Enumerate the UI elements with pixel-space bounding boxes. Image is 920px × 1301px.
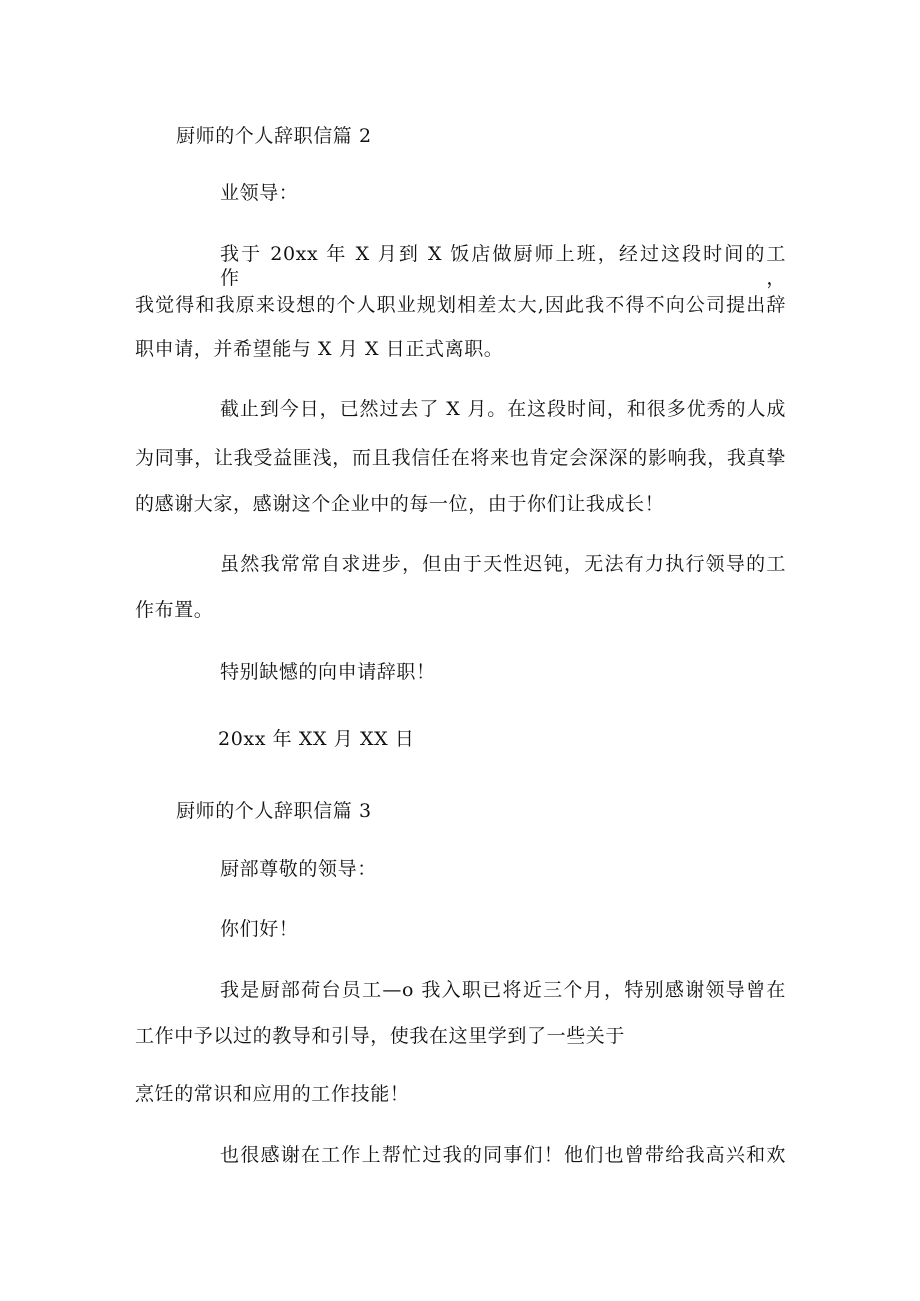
paragraph-line: 我是厨部荷台员工—o 我入职已将近三个月，特别感谢领导曾在: [220, 979, 786, 1001]
paragraph-line: 特别缺憾的向申请辞职！: [220, 661, 436, 683]
salutation: 业领导：: [220, 182, 299, 204]
paragraph-line: 截止到今日，已然过去了 X 月。在这段时间，和很多优秀的人成: [220, 398, 786, 420]
paragraph-line: 为同事，让我受益匪浅，而且我信任在将来也肯定会深深的影响我，我真挚: [135, 447, 786, 469]
paragraph-line: 也很感谢在工作上帮忙过我的同事们！他们也曾带给我高兴和欢: [220, 1144, 786, 1166]
paragraph-line: 工作中予以过的教导和引导，使我在这里学到了一些关于: [135, 1025, 626, 1047]
paragraph-line: 我觉得和我原来设想的个人职业规划相差太大,因此我不得不向公司提出辞: [135, 294, 786, 316]
paragraph-line: 虽然我常常自求进步，但由于天性迟钝，无法有力执行领导的工: [220, 553, 786, 575]
paragraph-line: 职申请，并希望能与 X 月 X 日正式离职。: [135, 338, 504, 360]
section-heading: 厨师的个人辞职信篇 2: [176, 125, 372, 147]
paragraph-line: 烹饪的常识和应用的工作技能！: [135, 1083, 410, 1105]
date-line: 20xx 年 XX 月 XX 日: [218, 728, 415, 750]
paragraph-line: 作布置。: [135, 599, 214, 621]
greeting: 你们好！: [220, 918, 299, 940]
salutation: 厨部尊敬的领导：: [220, 858, 377, 880]
section-heading: 厨师的个人辞职信篇 3: [176, 800, 372, 822]
paragraph-line: 我于 20xx 年 X 月到 X 饭店做厨师上班，经过这段时间的工作，: [220, 243, 786, 289]
paragraph-line: 的感谢大家，感谢这个企业中的每一位，由于你们让我成长！: [135, 493, 665, 515]
